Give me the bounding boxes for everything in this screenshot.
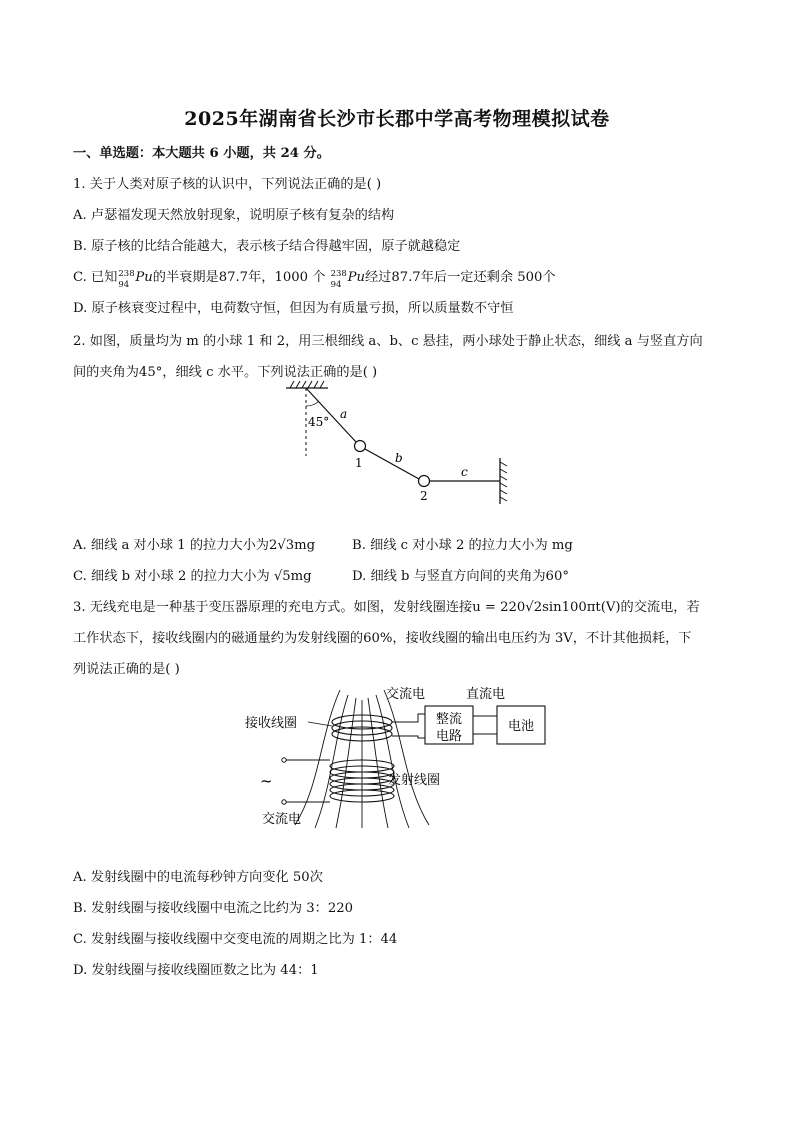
nuclide-notation: [117, 269, 135, 290]
q2-figure: [280, 366, 520, 506]
terminal-bottom: [282, 800, 286, 804]
q3-stem-line1: 3. 无线充电是一种基于变压器原理的充电方式。如图，发射线圈连接u = 220√2sin100πt(V)的交流电，若: [73, 600, 700, 615]
string-b-label: b: [395, 451, 403, 465]
q3-option-d: D. 发射线圈与接收线圈匝数之比为 44：1: [73, 963, 319, 978]
page-title: 2025年湖南省长沙市长郡中学高考物理模拟试卷: [184, 108, 610, 130]
ac-tilde: ~: [260, 772, 273, 790]
atomic-number: 94: [118, 280, 130, 290]
string-a-label: a: [340, 407, 348, 421]
battery-label: 电池: [508, 719, 535, 734]
transmit-coil-label: 发射线圈: [388, 773, 441, 788]
q3-figure: [240, 680, 560, 830]
atomic-number: 94: [330, 280, 342, 290]
wall-hatch: [500, 462, 507, 501]
ball-2: [419, 476, 430, 487]
angle-arc: [306, 401, 319, 406]
q2-option-a: A. 细线 a 对小球 1 的拉力大小为2√3mg: [73, 538, 316, 553]
q3-option-c: C. 发射线圈与接收线圈中交变电流的周期之比为 1：44: [73, 932, 398, 947]
receive-coil-label: 接收线圈: [245, 716, 298, 731]
ac-bottom-label: 交流电: [262, 812, 302, 827]
element-symbol: Pu: [347, 270, 365, 285]
ball-2-label: 2: [420, 489, 428, 503]
mass-number: 238: [118, 269, 135, 279]
q1-option-a: A. 卢瑟福发现天然放射现象，说明原子核有复杂的结构: [73, 208, 395, 223]
q1-option-c-suffix: 经过87.7年后一定还剩余 500个: [364, 270, 556, 285]
q3-stem-line2: 工作状态下，接收线圈内的磁通量约为发射线圈的60%，接收线圈的输出电压约为 3V，不计其他损耗，下: [73, 631, 692, 646]
q1-stem: 1. 关于人类对原子核的认识中，下列说法正确的是( ): [73, 177, 382, 192]
q2-option-c: C. 细线 b 对小球 2 的拉力大小为 √5mg: [73, 569, 312, 584]
receive-wire-top: [392, 714, 425, 722]
q3-option-a: A. 发射线圈中的电流每秒钟方向变化 50次: [73, 870, 323, 885]
element-symbol: Pu: [135, 270, 153, 285]
ceiling-hatch: [290, 381, 324, 388]
q2-stem-line2: 间的夹角为45°，细线 c 水平。下列说法正确的是( ): [73, 365, 378, 380]
q2-option-b: B. 细线 c 对小球 2 的拉力大小为 mg: [352, 538, 573, 553]
section-heading: 一、单选题：本大题共 6 小题，共 24 分。: [73, 146, 330, 161]
dc-top-label: 直流电: [466, 687, 506, 702]
q1-option-c-prefix: C. 已知: [73, 270, 118, 285]
ball-1: [355, 441, 366, 452]
q2-stem-line1: 2. 如图，质量均为 m 的小球 1 和 2，用三根细线 a、b、c 悬挂，两小球处于静止状态，细线 a 与竖直方向: [73, 334, 703, 349]
rectifier-label-2: 电路: [436, 729, 463, 744]
angle-label: 45°: [308, 415, 330, 429]
q1-option-c: [73, 269, 556, 290]
q3-stem-line3: 列说法正确的是( ): [73, 662, 180, 677]
q2-option-d: D. 细线 b 与竖直方向间的夹角为60°: [352, 569, 569, 584]
q1-option-c-middle: 的半衰期是87.7年，1000 个: [152, 270, 330, 285]
q3-option-b: B. 发射线圈与接收线圈中电流之比约为 3：220: [73, 901, 354, 916]
q1-option-b: B. 原子核的比结合能越大，表示核子结合得越牢固，原子就越稳定: [73, 239, 461, 254]
ball-1-label: 1: [355, 456, 363, 470]
rectifier-label-1: 整流: [436, 712, 463, 727]
magnetic-field-lines: [295, 690, 429, 828]
string-c-label: c: [461, 465, 468, 479]
q1-option-d: D. 原子核衰变过程中，电荷数守恒，但因为有质量亏损，所以质量数不守恒: [73, 301, 514, 316]
receive-wire-bottom: [392, 736, 425, 738]
mass-number: 238: [330, 269, 347, 279]
string-b: [365, 449, 419, 479]
ac-top-label: 交流电: [386, 687, 426, 702]
terminal-top: [282, 758, 286, 762]
nuclide-notation: [330, 269, 348, 290]
